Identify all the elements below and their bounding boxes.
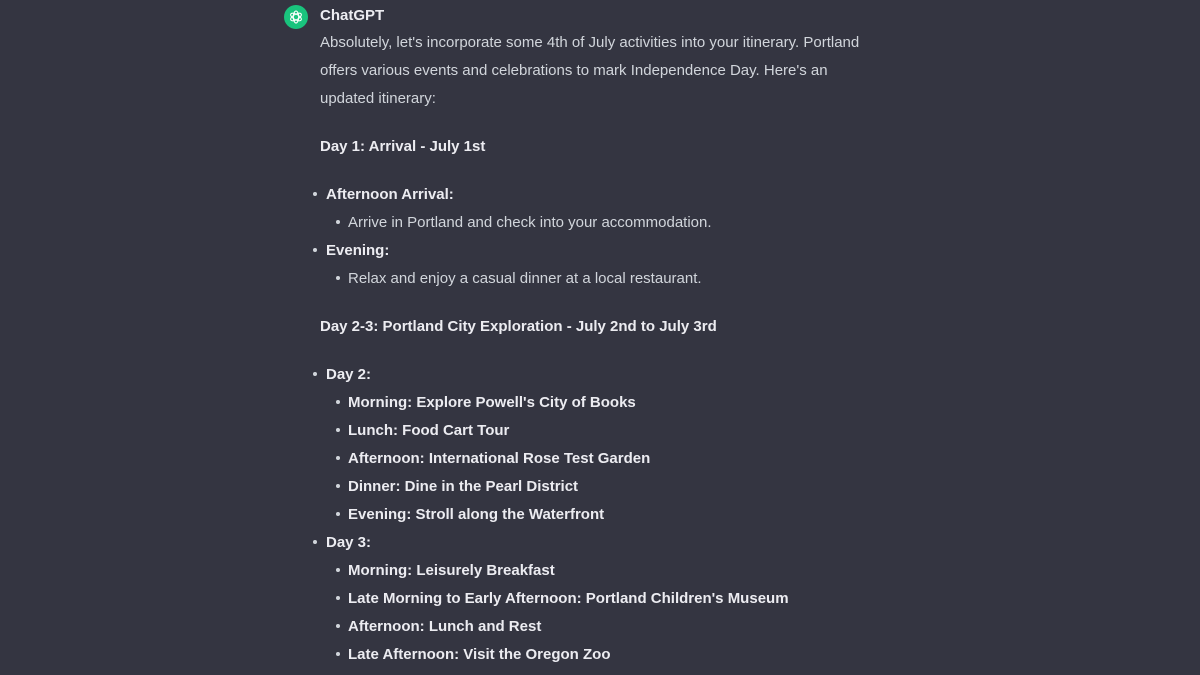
message-intro: Absolutely, let's incorporate some 4th of July activities into your itinerary. Portland offers various events and celebrations to mark Independence Day. Here's an updated itinerary: bbox=[320, 34, 860, 107]
section-list bbox=[320, 361, 880, 669]
list-item-label: Evening: bbox=[326, 242, 390, 259]
sub-list-item: Evening: Stroll along the Waterfront bbox=[348, 501, 880, 529]
openai-logo-icon bbox=[288, 9, 304, 25]
sub-list-item: Afternoon: International Rose Test Garden bbox=[348, 445, 880, 473]
sub-list-item: Arrive in Portland and check into your accommodation. bbox=[348, 209, 880, 237]
assistant-message bbox=[320, 29, 880, 669]
section-heading: Day 1: Arrival - July 1st bbox=[320, 138, 486, 155]
sender-name: ChatGPT bbox=[320, 7, 385, 24]
sub-list bbox=[326, 265, 880, 293]
sub-list-item: Morning: Explore Powell's City of Books bbox=[348, 389, 880, 417]
list-item-label: Day 3: bbox=[326, 534, 372, 551]
sub-list-item: Afternoon: Lunch and Rest bbox=[348, 613, 880, 641]
sub-list-item: Late Morning to Early Afternoon: Portland Children's Museum bbox=[348, 585, 880, 613]
list-item bbox=[320, 181, 880, 237]
sub-list-item: Dinner: Dine in the Pearl District bbox=[348, 473, 880, 501]
assistant-avatar bbox=[284, 5, 308, 29]
sub-list bbox=[326, 557, 880, 669]
section-list bbox=[320, 181, 880, 293]
list-item bbox=[320, 237, 880, 293]
sub-list-item: Late Afternoon: Visit the Oregon Zoo bbox=[348, 641, 880, 669]
list-item-label: Day 2: bbox=[326, 366, 372, 383]
sub-list-item: Relax and enjoy a casual dinner at a local restaurant. bbox=[348, 265, 880, 293]
list-item-label: Afternoon Arrival: bbox=[326, 186, 454, 203]
list-item bbox=[320, 529, 880, 669]
list-item bbox=[320, 361, 880, 529]
sub-list-item: Morning: Leisurely Breakfast bbox=[348, 557, 880, 585]
section-heading: Day 2-3: Portland City Exploration - July 2nd to July 3rd bbox=[320, 318, 717, 335]
sub-list-item: Lunch: Food Cart Tour bbox=[348, 417, 880, 445]
sub-list bbox=[326, 209, 880, 237]
sub-list bbox=[326, 389, 880, 529]
